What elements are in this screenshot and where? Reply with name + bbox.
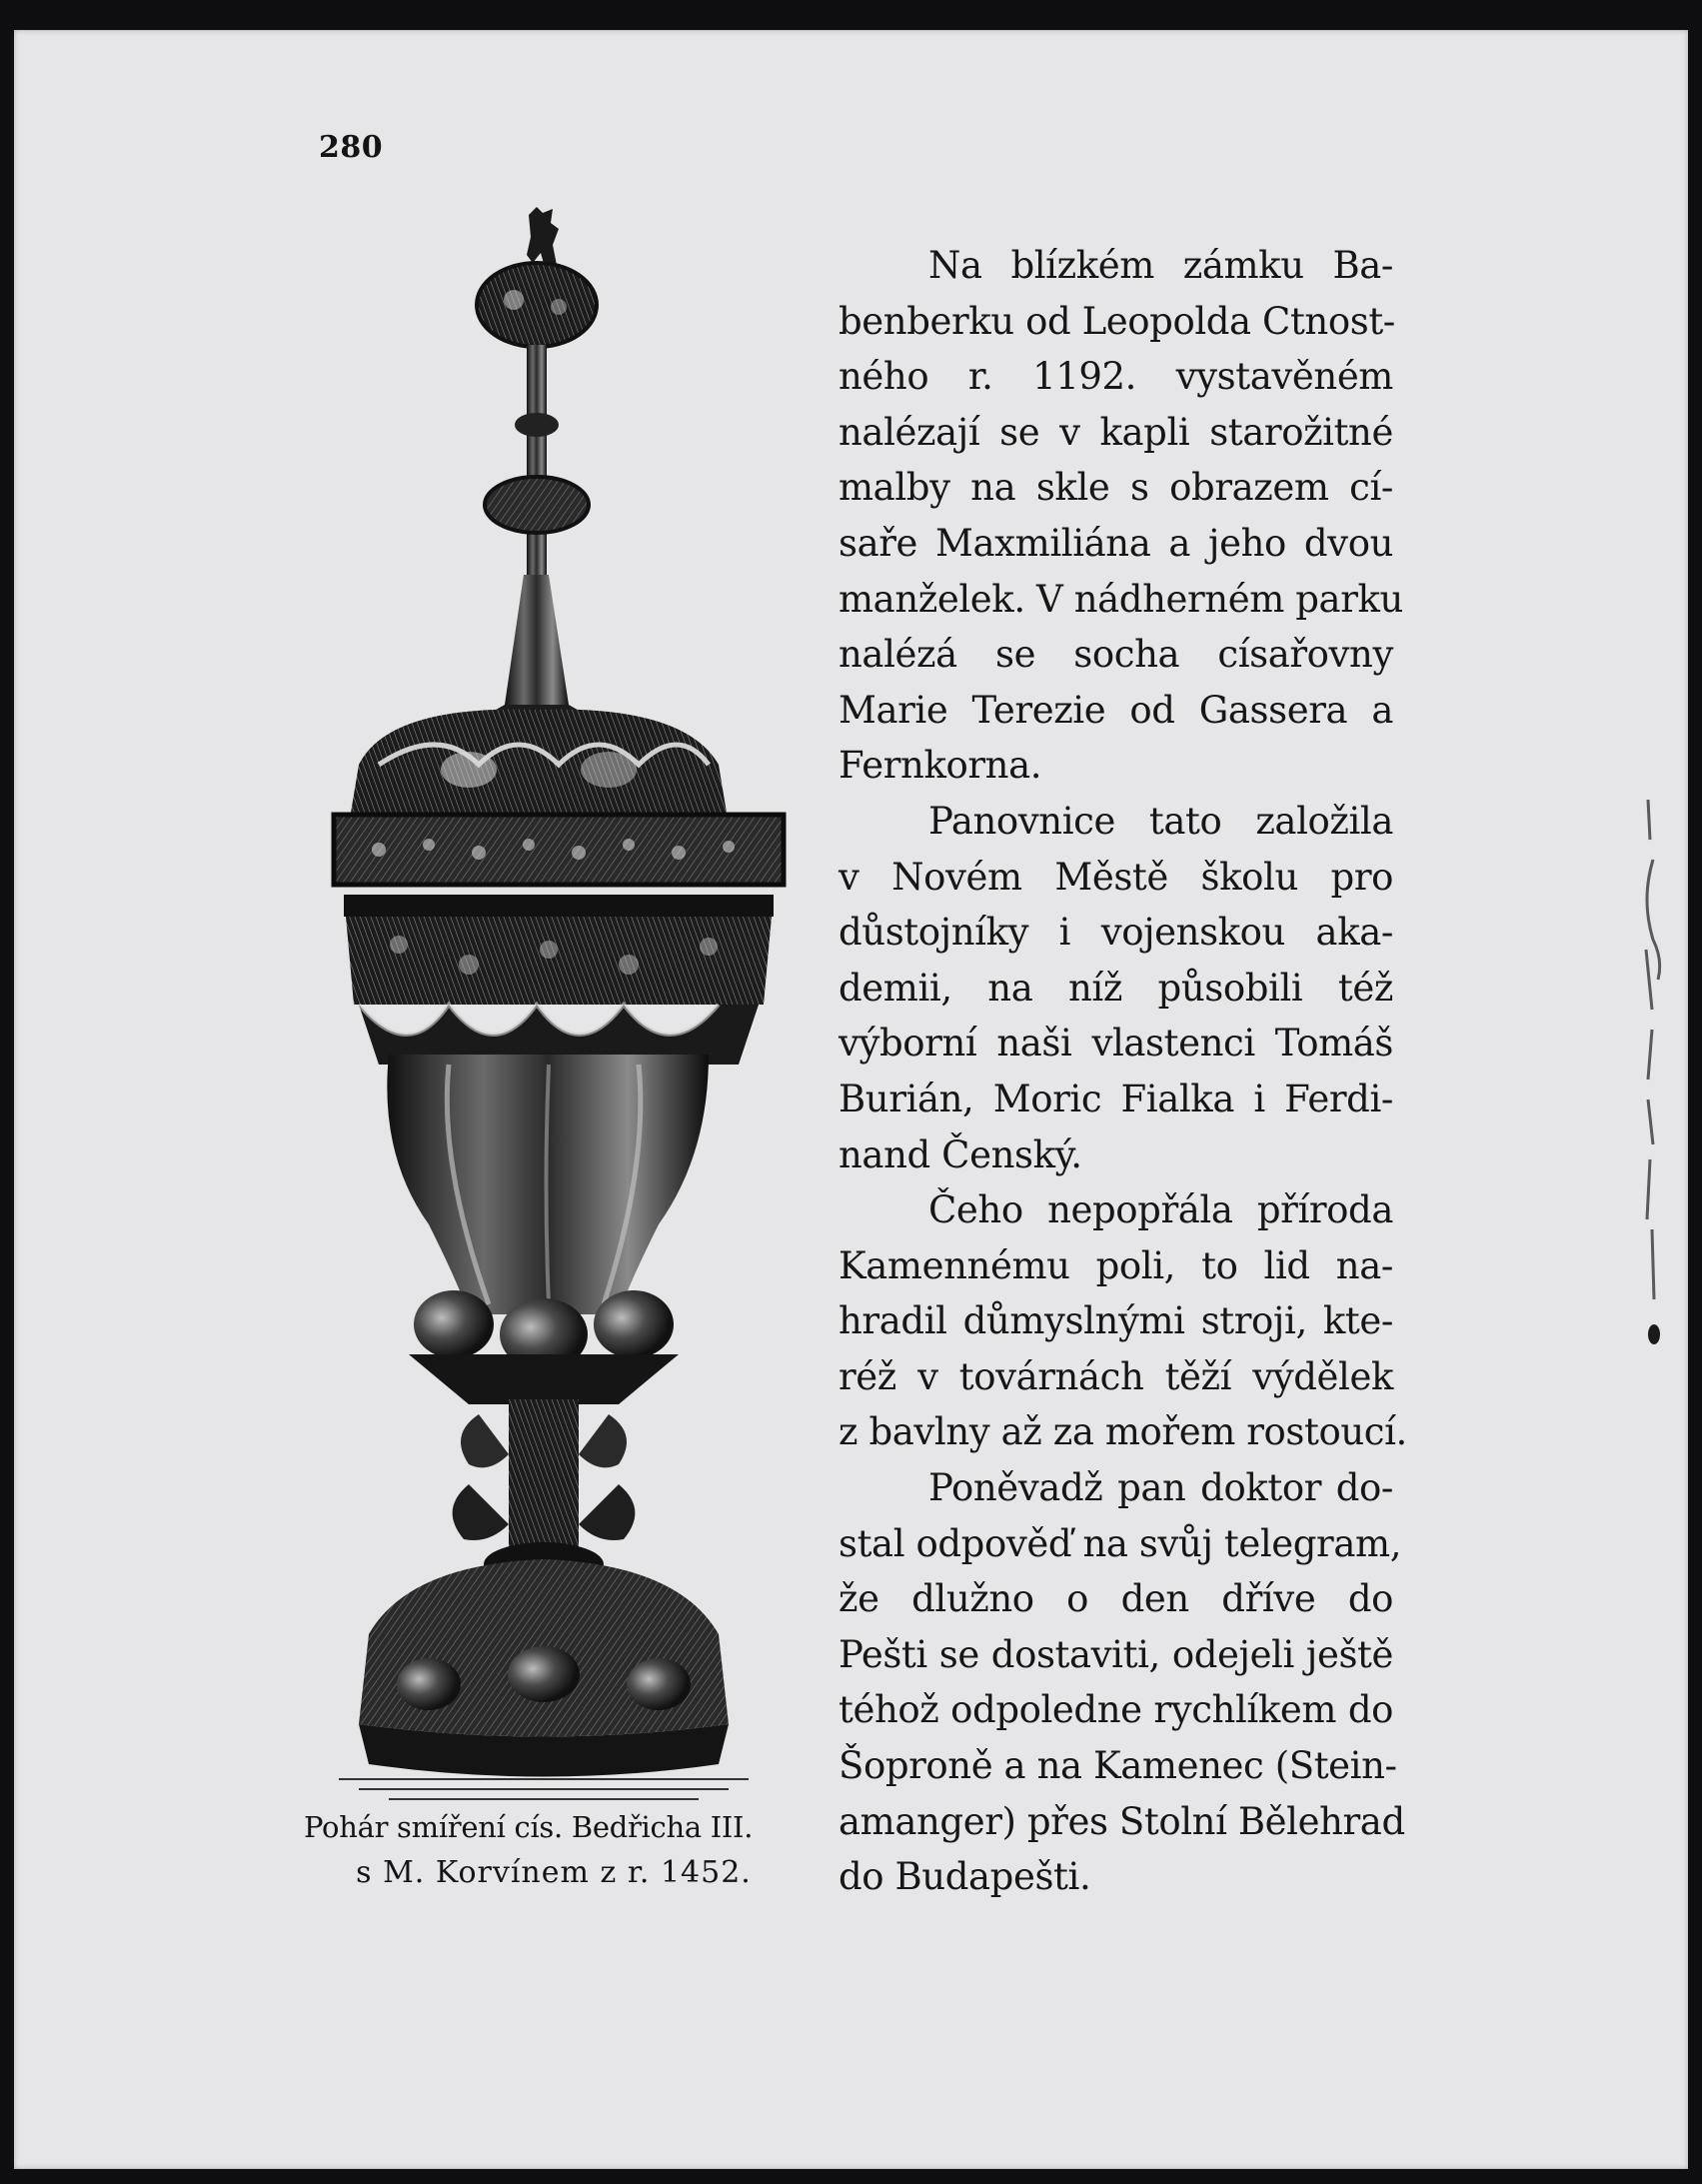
text-line: důstojníky i vojenskou aka- (839, 911, 1393, 955)
text-line: Šoproně a na Kamenec (Stein- (839, 1744, 1397, 1788)
text-line: do Budapešti. (839, 1855, 1091, 1899)
text-line: výborní naši vlastenci Tomáš (839, 1022, 1393, 1066)
text-line: benberku od Leopolda Ctnost- (839, 299, 1395, 343)
bleed-through-marks (1628, 800, 1688, 1359)
page-number: 280 (319, 130, 384, 165)
text-line: demii, na níž působili též (839, 966, 1393, 1010)
text-line: Burián, Moric Fialka i Ferdi- (839, 1077, 1393, 1120)
text-line: nalézá se socha císařovny (839, 633, 1393, 677)
text-line: nalézají se v kapli starožitné (839, 410, 1393, 454)
text-line: nand Čenský. (839, 1132, 1082, 1176)
text-line: Kamennému poli, to lid na- (839, 1243, 1393, 1287)
text-line: Fernkorna. (839, 744, 1042, 788)
text-line: réž v továrnách těží výdělek (839, 1354, 1393, 1398)
caption-line: s M. Korvínem z r. 1452. (356, 1855, 752, 1890)
figure-caption (304, 1804, 804, 1896)
book-page (14, 30, 1688, 2169)
text-line: téhož odpoledne rychlíkem do (839, 1688, 1393, 1732)
goblet-engraving-icon (319, 205, 799, 1804)
text-line: stal odpověď na svůj telegram, (839, 1521, 1402, 1565)
text-line: hradil důmyslnými stroji, kte- (839, 1299, 1393, 1343)
body-text (839, 238, 1407, 1905)
text-line: Poněvadž pan doktor do- (928, 1466, 1393, 1510)
caption-line: Pohár smíření cís. Bedřicha III. (304, 1810, 754, 1844)
text-line: manželek. V nádherném parku (839, 577, 1403, 621)
text-line: Pešti se dostaviti, odejeli ještě (839, 1632, 1393, 1676)
text-line: saře Maxmiliána a jeho dvou (839, 521, 1393, 565)
text-line: Čeho nepopřála příroda (928, 1188, 1393, 1232)
text-line: ného r. 1192. vystavěném (839, 355, 1393, 399)
text-line: Panovnice tato založila (928, 799, 1393, 843)
text-line: amanger) přes Stolní Bělehrad (839, 1799, 1405, 1843)
text-line: že dlužno o den dříve do (839, 1577, 1393, 1621)
text-line: v Novém Městě školu pro (839, 855, 1393, 899)
text-line: Marie Terezie od Gassera a (839, 688, 1393, 732)
text-line: malby na skle s obrazem cí- (839, 466, 1393, 510)
text-line: z bavlny až za mořem rostoucí. (839, 1410, 1407, 1454)
text-line: Na blízkém zámku Ba- (928, 244, 1393, 287)
